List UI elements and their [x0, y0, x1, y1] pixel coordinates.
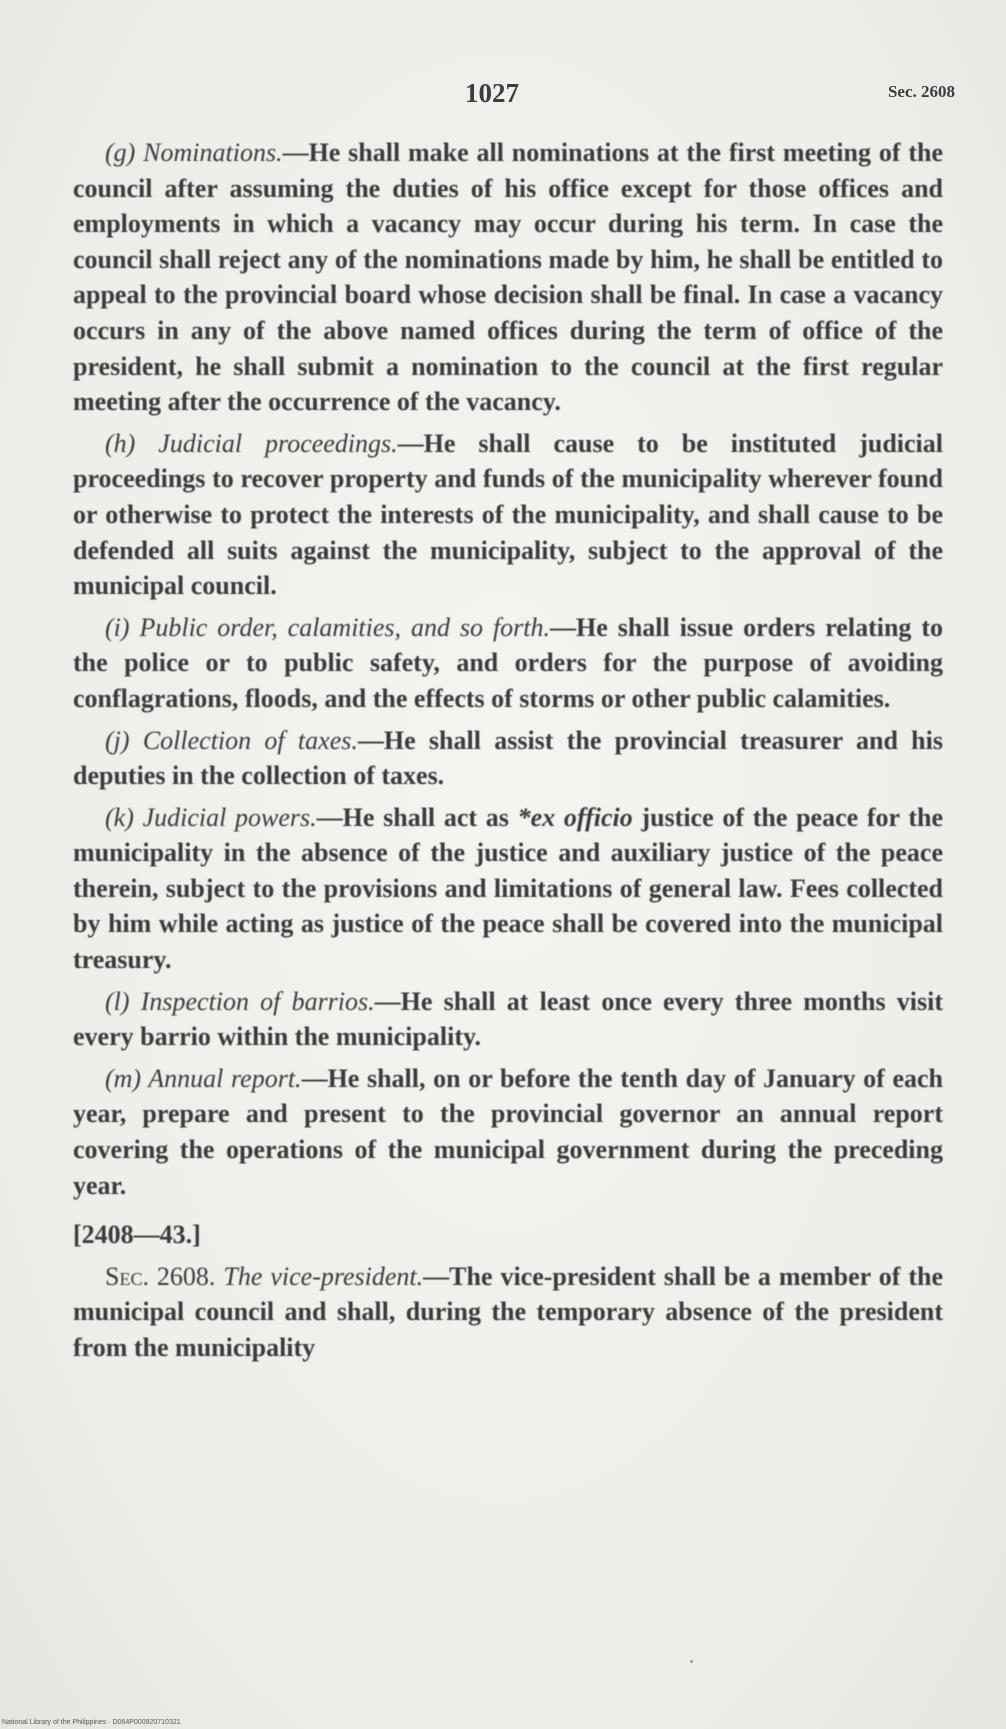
paragraph-text-tail: justice of the peace for the municipality in the absence of the justice and auxiliary justice of the peace therein, subject to the provisions and limitations of general law. Fees collected by him while acting as justice of the peace shall be covered into the municipal treasury.: [73, 802, 943, 975]
paragraph-nominations: [73, 135, 943, 420]
paragraph-collection-of-taxes: [73, 723, 943, 794]
paragraph-heading: (g) Nominations.: [105, 138, 283, 167]
page-header: [70, 78, 955, 114]
paragraph-text-lead: —He shall act as: [316, 802, 518, 832]
paragraph-text: —He shall make all nominations at the first meeting of the council after assuming the duties of his office except for those offices and employments in which a vacancy may occur during his term. In case the council shall reject any of the nominations made by him, he shall be entitled to appeal to the provincial board whose decision shall be final. In case a vacancy occurs in any of the above named offices during the term of office of the president, he shall submit a nomination to the council at the first regular meeting after the occurrence of the vacancy.: [73, 138, 943, 417]
paragraph-heading: (k) Judicial powers.: [105, 802, 317, 832]
latin-emphasis: *ex officio: [517, 802, 633, 832]
source-citation: [2408—43.]: [73, 1220, 201, 1250]
paragraph-text: —He shall issue orders relating to the police or to public safety, and orders for the purpose of avoiding conflagrations, floods, and the effects of storms or other public calamities.: [73, 612, 943, 713]
paragraph-text: —He shall assist the provincial treasurer and his deputies in the collection of taxes.: [73, 725, 943, 791]
paragraph-text: —He shall cause to be instituted judicial proceedings to recover property and funds of the municipality wherever found or otherwise to protect the interests of the municipality, and shall cause to be defended all suits against the municipality, subject to the approval of the municipal council.: [73, 428, 943, 601]
paragraph-heading: (l) Inspection of barrios.: [105, 986, 375, 1016]
paragraph-annual-report: [73, 1061, 943, 1203]
paragraph-judicial-proceedings: [73, 426, 943, 604]
paragraph-heading: (i) Public order, calamities, and so forth.: [105, 612, 551, 642]
paragraph-heading: (m) Annual report.: [105, 1063, 302, 1093]
paragraph-heading: (j) Collection of taxes.: [105, 725, 358, 755]
page-number: 1027: [465, 78, 519, 108]
section-heading: The vice-president.: [223, 1261, 424, 1291]
paragraph-heading: (h) Judicial proceedings.: [105, 428, 398, 458]
running-section-reference: Sec. 2608: [887, 82, 955, 101]
scan-credit-line: National Library of the Philippines · D064P000920710321: [2, 1719, 181, 1726]
paragraph-text: —He shall, on or before the tenth day of January of each year, prepare and present to the provincial governor an annual report covering the operations of the municipal government during the preceding year.: [73, 1063, 943, 1200]
paragraph-public-order: [73, 610, 943, 717]
scan-speck: [690, 1660, 693, 1663]
section-vice-president: [73, 1259, 943, 1366]
section-number: Sec. 2608.: [105, 1261, 216, 1291]
paragraph-inspection-of-barrios: [73, 984, 943, 1055]
section-text: —The vice-president shall be a member of the municipal council and shall, during the temporary absence of the president from the municipality: [73, 1261, 943, 1362]
paragraph-text: —He shall at least once every three months visit every barrio within the municipality.: [73, 986, 943, 1052]
paragraph-judicial-powers: [73, 800, 943, 978]
legal-text-body: [73, 135, 943, 1366]
